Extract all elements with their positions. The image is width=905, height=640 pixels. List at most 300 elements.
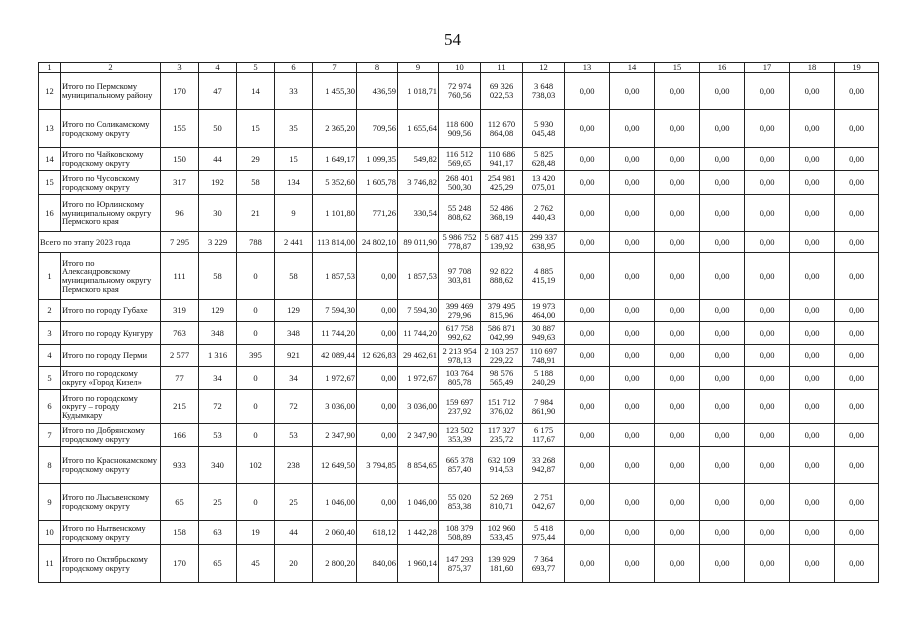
column-header: 19 <box>835 63 879 73</box>
table-cell: 2 213 954 978,13 <box>439 345 481 367</box>
table-cell: 632 109 914,53 <box>481 447 523 484</box>
table-cell: 158 <box>161 521 199 545</box>
table-cell: 89 011,90 <box>398 232 439 253</box>
table-cell: 112 670 864,08 <box>481 110 523 148</box>
page-number: 54 <box>444 30 461 49</box>
table-cell: 159 697 237,92 <box>439 390 481 424</box>
column-header: 6 <box>275 63 313 73</box>
table-cell: 0,00 <box>565 253 610 300</box>
table-cell: 69 326 022,53 <box>481 73 523 110</box>
table-cell: 111 <box>161 253 199 300</box>
table-cell: 0,00 <box>565 195 610 232</box>
table-cell: 35 <box>275 110 313 148</box>
table-cell: 763 <box>161 322 199 345</box>
table-cell: 0,00 <box>610 367 655 390</box>
table-cell: 9 <box>275 195 313 232</box>
table-cell: 618,12 <box>357 521 398 545</box>
table-row <box>39 148 879 171</box>
table-cell: 0,00 <box>700 390 745 424</box>
table-cell: 118 600 909,56 <box>439 110 481 148</box>
table-cell: 1 655,64 <box>398 110 439 148</box>
table-cell: 44 <box>199 148 237 171</box>
table-cell: 102 960 533,45 <box>481 521 523 545</box>
table-cell: 25 <box>199 484 237 521</box>
table-cell: 0,00 <box>835 322 879 345</box>
table-cell: 436,59 <box>357 73 398 110</box>
table-cell: 7 594,30 <box>398 300 439 322</box>
table-cell: 0,00 <box>835 345 879 367</box>
table-cell: 0,00 <box>745 424 790 447</box>
table-cell: 0,00 <box>565 300 610 322</box>
table-cell: 0 <box>237 253 275 300</box>
table-cell: 0,00 <box>610 390 655 424</box>
table-row <box>39 345 879 367</box>
table-cell: 0,00 <box>610 232 655 253</box>
table-cell: 3 648 738,03 <box>523 73 565 110</box>
table-cell: 96 <box>161 195 199 232</box>
table-cell: 0,00 <box>357 300 398 322</box>
table-cell: 0,00 <box>610 300 655 322</box>
column-header: 7 <box>313 63 357 73</box>
table-cell: 98 576 565,49 <box>481 367 523 390</box>
table-cell: 0,00 <box>610 110 655 148</box>
table-cell: 0,00 <box>565 367 610 390</box>
table-cell: 0,00 <box>745 447 790 484</box>
table-cell: 0,00 <box>655 110 700 148</box>
table-row <box>39 322 879 345</box>
table-cell: 0,00 <box>790 171 835 195</box>
table-cell: 33 268 942,87 <box>523 447 565 484</box>
table-cell: 0,00 <box>565 73 610 110</box>
table-cell: 3 036,00 <box>313 390 357 424</box>
column-header: 10 <box>439 63 481 73</box>
table-cell: 21 <box>237 195 275 232</box>
table-cell: 0,00 <box>357 390 398 424</box>
table-cell: 123 502 353,39 <box>439 424 481 447</box>
table-cell: 1 857,53 <box>398 253 439 300</box>
table-cell: 30 887 949,63 <box>523 322 565 345</box>
table-cell: 0,00 <box>565 390 610 424</box>
total-label: Всего по этапу 2023 года <box>39 232 161 253</box>
row-number: 6 <box>39 390 61 424</box>
table-cell: 155 <box>161 110 199 148</box>
table-cell: 586 871 042,99 <box>481 322 523 345</box>
table-cell: 0,00 <box>655 253 700 300</box>
table-cell: 0,00 <box>700 73 745 110</box>
table-cell: 0,00 <box>745 232 790 253</box>
row-name: Итого по городу Губахе <box>61 300 161 322</box>
table-cell: 92 822 888,62 <box>481 253 523 300</box>
column-header: 11 <box>481 63 523 73</box>
table-cell: 0,00 <box>745 521 790 545</box>
column-header: 3 <box>161 63 199 73</box>
table-cell: 0,00 <box>700 447 745 484</box>
table-cell: 0,00 <box>610 253 655 300</box>
table-cell: 170 <box>161 73 199 110</box>
table-cell: 0,00 <box>835 253 879 300</box>
table-cell: 1 101,80 <box>313 195 357 232</box>
table-cell: 0,00 <box>655 390 700 424</box>
table-cell: 840,06 <box>357 545 398 583</box>
table-cell: 55 020 853,38 <box>439 484 481 521</box>
table-cell: 0,00 <box>655 232 700 253</box>
row-number: 12 <box>39 73 61 110</box>
table-cell: 2 751 042,67 <box>523 484 565 521</box>
table-cell: 110 686 941,17 <box>481 148 523 171</box>
table-cell: 116 512 569,65 <box>439 148 481 171</box>
table-cell: 0,00 <box>745 345 790 367</box>
table-cell: 151 712 376,02 <box>481 390 523 424</box>
table-cell: 0,00 <box>700 367 745 390</box>
table-cell: 0,00 <box>655 322 700 345</box>
table-cell: 11 744,20 <box>313 322 357 345</box>
table-cell: 55 248 808,62 <box>439 195 481 232</box>
table-cell: 0,00 <box>565 171 610 195</box>
table-cell: 0,00 <box>790 300 835 322</box>
table-cell: 1 046,00 <box>313 484 357 521</box>
table-cell: 0,00 <box>565 484 610 521</box>
table-cell: 0,00 <box>835 300 879 322</box>
row-number: 15 <box>39 171 61 195</box>
row-name: Итого по Лысьвенскому городскому округу <box>61 484 161 521</box>
table-cell: 0,00 <box>565 110 610 148</box>
table-cell: 0,00 <box>610 148 655 171</box>
table-cell: 4 885 415,19 <box>523 253 565 300</box>
table-cell: 0,00 <box>790 484 835 521</box>
table-cell: 0,00 <box>745 300 790 322</box>
table-cell: 20 <box>275 545 313 583</box>
data-table <box>38 62 879 583</box>
table-cell: 0,00 <box>610 345 655 367</box>
table-cell: 2 347,90 <box>398 424 439 447</box>
table-row <box>39 195 879 232</box>
table-cell: 0,00 <box>565 447 610 484</box>
table-cell: 0,00 <box>357 253 398 300</box>
table-cell: 0,00 <box>655 73 700 110</box>
table-cell: 7 364 693,77 <box>523 545 565 583</box>
table-cell: 330,54 <box>398 195 439 232</box>
table-cell: 1 046,00 <box>398 484 439 521</box>
table-cell: 549,82 <box>398 148 439 171</box>
table-cell: 0,00 <box>745 484 790 521</box>
table-cell: 1 018,71 <box>398 73 439 110</box>
table-cell: 129 <box>275 300 313 322</box>
table-cell: 0,00 <box>835 148 879 171</box>
row-number: 4 <box>39 345 61 367</box>
row-number: 13 <box>39 110 61 148</box>
table-cell: 0,00 <box>835 110 879 148</box>
table-cell: 709,56 <box>357 110 398 148</box>
table-cell: 29 <box>237 148 275 171</box>
table-cell: 108 379 508,89 <box>439 521 481 545</box>
table-cell: 0,00 <box>790 367 835 390</box>
table-cell: 0,00 <box>700 521 745 545</box>
table-cell: 0,00 <box>790 322 835 345</box>
table-cell: 139 929 181,60 <box>481 545 523 583</box>
table-cell: 0,00 <box>655 367 700 390</box>
table-cell: 299 337 638,95 <box>523 232 565 253</box>
table-cell: 0,00 <box>357 367 398 390</box>
table-cell: 2 762 440,43 <box>523 195 565 232</box>
table-cell: 1 972,67 <box>398 367 439 390</box>
table-cell: 0,00 <box>565 345 610 367</box>
table-cell: 7 984 861,90 <box>523 390 565 424</box>
table-cell: 0,00 <box>835 424 879 447</box>
table-cell: 319 <box>161 300 199 322</box>
table-cell: 0,00 <box>610 171 655 195</box>
table-cell: 0,00 <box>610 424 655 447</box>
row-name: Итого по Александровскому муниципальному округу Пермского края <box>61 253 161 300</box>
table-cell: 0 <box>237 424 275 447</box>
table-cell: 2 103 257 229,22 <box>481 345 523 367</box>
table-cell: 0,00 <box>745 195 790 232</box>
table-cell: 0,00 <box>700 253 745 300</box>
column-header: 15 <box>655 63 700 73</box>
table-cell: 0,00 <box>655 148 700 171</box>
table-cell: 7 295 <box>161 232 199 253</box>
table-cell: 58 <box>199 253 237 300</box>
table-cell: 0 <box>237 367 275 390</box>
table-cell: 34 <box>275 367 313 390</box>
table-cell: 5 986 752 778,87 <box>439 232 481 253</box>
column-header: 9 <box>398 63 439 73</box>
table-cell: 3 794,85 <box>357 447 398 484</box>
table-cell: 0,00 <box>790 545 835 583</box>
table-cell: 0,00 <box>700 195 745 232</box>
row-name: Итого по Добрянскому городскому округу <box>61 424 161 447</box>
table-cell: 788 <box>237 232 275 253</box>
table-cell: 150 <box>161 148 199 171</box>
table-cell: 317 <box>161 171 199 195</box>
row-number: 2 <box>39 300 61 322</box>
table-cell: 215 <box>161 390 199 424</box>
table-cell: 0,00 <box>835 521 879 545</box>
table-row <box>39 73 879 110</box>
table-cell: 30 <box>199 195 237 232</box>
table-cell: 0,00 <box>655 521 700 545</box>
table-cell: 2 365,20 <box>313 110 357 148</box>
table-cell: 12 626,83 <box>357 345 398 367</box>
table-cell: 0 <box>237 322 275 345</box>
table-cell: 1 605,78 <box>357 171 398 195</box>
table-cell: 0,00 <box>700 484 745 521</box>
row-name: Итого по городу Кунгуру <box>61 322 161 345</box>
table-row <box>39 521 879 545</box>
table-cell: 53 <box>199 424 237 447</box>
table-cell: 379 495 815,96 <box>481 300 523 322</box>
table-row <box>39 253 879 300</box>
column-header: 14 <box>610 63 655 73</box>
column-header: 12 <box>523 63 565 73</box>
table-cell: 0,00 <box>790 110 835 148</box>
table-cell: 1 960,14 <box>398 545 439 583</box>
row-number: 16 <box>39 195 61 232</box>
table-cell: 170 <box>161 545 199 583</box>
table-cell: 0,00 <box>790 521 835 545</box>
table-cell: 0,00 <box>835 171 879 195</box>
column-header: 18 <box>790 63 835 73</box>
table-cell: 5 930 045,48 <box>523 110 565 148</box>
table-cell: 42 089,44 <box>313 345 357 367</box>
table-cell: 0,00 <box>610 322 655 345</box>
table-cell: 0,00 <box>790 447 835 484</box>
row-number: 9 <box>39 484 61 521</box>
table-cell: 0,00 <box>700 171 745 195</box>
table-cell: 0,00 <box>565 424 610 447</box>
table-cell: 0,00 <box>655 545 700 583</box>
row-number: 5 <box>39 367 61 390</box>
table-cell: 0,00 <box>790 390 835 424</box>
row-number: 3 <box>39 322 61 345</box>
table-cell: 0,00 <box>790 195 835 232</box>
table-cell: 0 <box>237 300 275 322</box>
table-cell: 1 316 <box>199 345 237 367</box>
table-cell: 166 <box>161 424 199 447</box>
table-cell: 102 <box>237 447 275 484</box>
table-cell: 0 <box>237 484 275 521</box>
table-cell: 0,00 <box>610 73 655 110</box>
table-cell: 0,00 <box>610 447 655 484</box>
row-name: Итого по Нытвенскому городскому округу <box>61 521 161 545</box>
table-cell: 33 <box>275 73 313 110</box>
row-name: Итого по Пермскому муниципальному району <box>61 73 161 110</box>
table-cell: 0,00 <box>700 110 745 148</box>
table-cell: 65 <box>161 484 199 521</box>
table-row <box>39 300 879 322</box>
row-name: Итого по городскому округу – городу Кудымкару <box>61 390 161 424</box>
table-cell: 77 <box>161 367 199 390</box>
table-cell: 0,00 <box>835 447 879 484</box>
table-cell: 58 <box>275 253 313 300</box>
table-cell: 348 <box>199 322 237 345</box>
row-name: Итого по Соликамскому городскому округу <box>61 110 161 148</box>
table-cell: 19 <box>237 521 275 545</box>
table-cell: 921 <box>275 345 313 367</box>
table-cell: 12 649,50 <box>313 447 357 484</box>
table-cell: 1 099,35 <box>357 148 398 171</box>
table-cell: 0,00 <box>745 171 790 195</box>
table-row <box>39 447 879 484</box>
table-cell: 5 825 628,48 <box>523 148 565 171</box>
table-cell: 0,00 <box>655 345 700 367</box>
table-cell: 0,00 <box>835 390 879 424</box>
table-cell: 933 <box>161 447 199 484</box>
table-cell: 0,00 <box>655 484 700 521</box>
table-cell: 268 401 500,30 <box>439 171 481 195</box>
table-cell: 47 <box>199 73 237 110</box>
row-number: 1 <box>39 253 61 300</box>
table-cell: 45 <box>237 545 275 583</box>
table-cell: 63 <box>199 521 237 545</box>
table-cell: 25 <box>275 484 313 521</box>
table-cell: 348 <box>275 322 313 345</box>
table-cell: 2 800,20 <box>313 545 357 583</box>
table-row <box>39 171 879 195</box>
table-cell: 2 347,90 <box>313 424 357 447</box>
table-cell: 0,00 <box>745 322 790 345</box>
table-cell: 0,00 <box>835 73 879 110</box>
table-cell: 5 352,60 <box>313 171 357 195</box>
table-cell: 2 441 <box>275 232 313 253</box>
table-cell: 0,00 <box>565 148 610 171</box>
column-header: 1 <box>39 63 61 73</box>
table-cell: 3 229 <box>199 232 237 253</box>
table-cell: 5 188 240,29 <box>523 367 565 390</box>
column-header: 2 <box>61 63 161 73</box>
table-cell: 2 060,40 <box>313 521 357 545</box>
table-cell: 0,00 <box>655 447 700 484</box>
table-cell: 117 327 235,72 <box>481 424 523 447</box>
table-cell: 1 857,53 <box>313 253 357 300</box>
table-cell: 0 <box>237 390 275 424</box>
table-cell: 44 <box>275 521 313 545</box>
table-cell: 5 687 415 139,92 <box>481 232 523 253</box>
row-name: Итого по Октябрьскому городскому округу <box>61 545 161 583</box>
table-cell: 15 <box>275 148 313 171</box>
table-row <box>39 367 879 390</box>
table-cell: 0,00 <box>565 521 610 545</box>
row-name: Итого по Юрлинскому муниципальному округу Пермского края <box>61 195 161 232</box>
row-number: 7 <box>39 424 61 447</box>
table-cell: 24 802,10 <box>357 232 398 253</box>
table-cell: 0,00 <box>655 171 700 195</box>
table-cell: 0,00 <box>610 195 655 232</box>
table-cell: 0,00 <box>700 424 745 447</box>
table-cell: 110 697 748,91 <box>523 345 565 367</box>
table-cell: 0,00 <box>700 322 745 345</box>
table-cell: 0,00 <box>655 424 700 447</box>
table-cell: 0,00 <box>835 545 879 583</box>
table-cell: 238 <box>275 447 313 484</box>
table-cell: 113 814,00 <box>313 232 357 253</box>
column-header: 13 <box>565 63 610 73</box>
table-cell: 72 <box>199 390 237 424</box>
table-cell: 0,00 <box>790 424 835 447</box>
table-cell: 0,00 <box>357 484 398 521</box>
table-cell: 0,00 <box>745 110 790 148</box>
table-cell: 399 469 279,96 <box>439 300 481 322</box>
table-cell: 13 420 075,01 <box>523 171 565 195</box>
table-cell: 34 <box>199 367 237 390</box>
table-cell: 5 418 975,44 <box>523 521 565 545</box>
table-cell: 129 <box>199 300 237 322</box>
table-cell: 0,00 <box>835 367 879 390</box>
table-cell: 50 <box>199 110 237 148</box>
table-cell: 0,00 <box>790 232 835 253</box>
table-cell: 29 462,61 <box>398 345 439 367</box>
table-cell: 771,26 <box>357 195 398 232</box>
total-row <box>39 232 879 253</box>
table-cell: 0,00 <box>610 521 655 545</box>
table-cell: 1 455,30 <box>313 73 357 110</box>
table-cell: 53 <box>275 424 313 447</box>
header-row <box>39 63 879 73</box>
table-cell: 0,00 <box>357 424 398 447</box>
table-cell: 0,00 <box>745 253 790 300</box>
table-cell: 0,00 <box>565 322 610 345</box>
table-cell: 65 <box>199 545 237 583</box>
row-name: Итого по Краснокамскому городскому округу <box>61 447 161 484</box>
table-cell: 254 981 425,29 <box>481 171 523 195</box>
table-cell: 97 708 303,81 <box>439 253 481 300</box>
table-cell: 3 036,00 <box>398 390 439 424</box>
table-cell: 0,00 <box>745 545 790 583</box>
row-name: Итого по городу Перми <box>61 345 161 367</box>
table-cell: 52 269 810,71 <box>481 484 523 521</box>
table-cell: 8 854,65 <box>398 447 439 484</box>
table-cell: 0,00 <box>835 232 879 253</box>
table-cell: 2 577 <box>161 345 199 367</box>
